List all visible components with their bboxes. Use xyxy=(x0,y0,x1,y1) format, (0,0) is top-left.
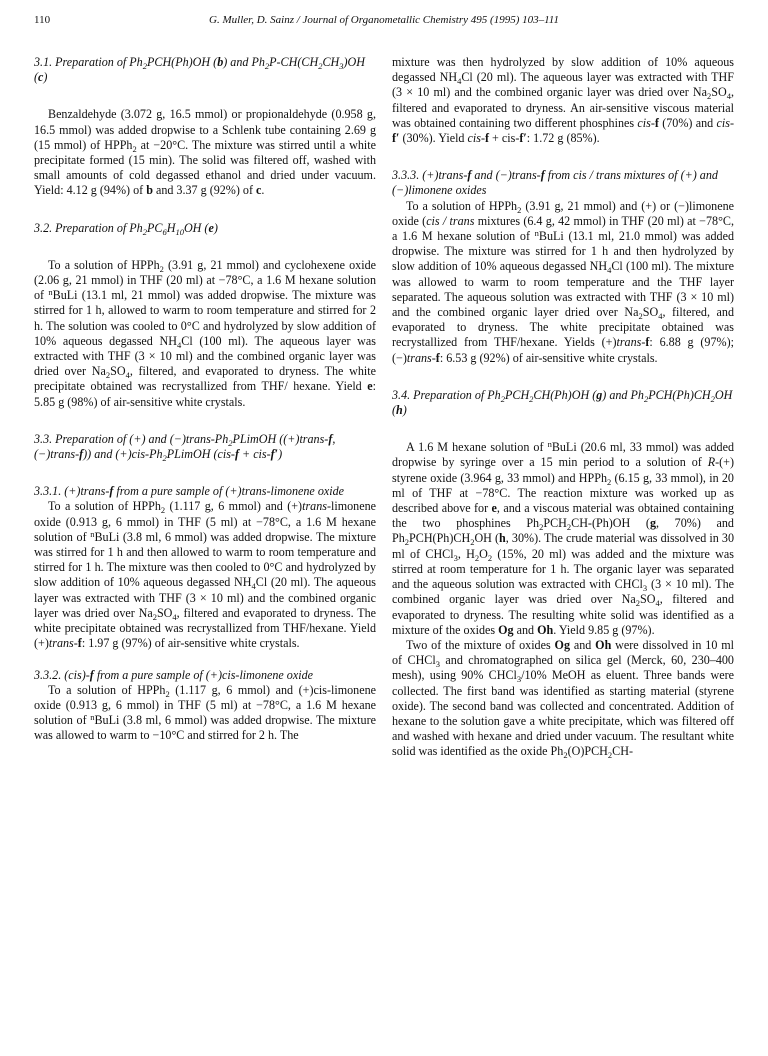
section-3-1-body: Benzaldehyde (3.072 g, 16.5 mmol) or propionaldehyde (0.958 g, 16.5 mmol) was added dropwise to a Schlenk tube containing 2.69 g (15 mmol) of HPPh$_2$ at −20°C. The mixture was stirred until a white precipitate formed (15 min). The solid was filtered off, washed with small amounts of cold degassed ethanol and dried under vacuum. Yield: 4.12 g (94%) of b and 3.37 g (92%) of c. xyxy=(34,107,377,198)
section-3-1-heading: 3.1. Preparation of $Ph_2PCH(Ph)OH$ (b) and $Ph_2P-CH(CH_2CH_3)OH$ (c) xyxy=(34,55,365,85)
section-3-3-2-body: To a solution of HPPh$_2$ (1.117 g, 6 mmol) and (+)cis-limonene oxide (0.913 g, 6 mmol) in THF (5 ml) at −78°C, a 1.6 M hexane solution of $^n$BuLi (3.8 ml, 6 mmol) was added dropwise. The mixture was allowed to warm to −10°C and stirred for 2 h. The xyxy=(34,682,376,743)
section-3-3-3-body: To a solution of HPPh$_2$ (3.91 g, 21 mmol) and (+) or (−)limonene oxide (cis / trans mixtures (6.4 g, 42 mmol) in THF (20 ml) at −78°C, a 1.6 M hexane solution of $^n$BuLi (13.1 ml, 21.0 mmol) was added dropwise. The mixture was stirred for 1 h and then hydrolyzed by slow addition of 10% aqueous degassed $NH_4Cl$ (100 ml). The mixture was allowed to warm to room temperature and the THF layer separated. The aqueous solution was extracted with THF (3 × 10 ml) and the combined organic layer dried over $Na_2SO_4$, filtered, and evaporated to dryness. The white precipitate obtained was recrystallized from THF/hexane. Yields (+)trans-f: 6.88 g (97%); (−)trans-f: 6.53 g (92%) of air-sensitive white crystals. xyxy=(392,198,735,365)
right-column xyxy=(392,55,734,760)
page-number: 110 xyxy=(34,14,51,26)
section-3-2-heading: 3.2. Preparation of $Ph_2PC_6H_{10}OH$ (e) xyxy=(34,220,218,237)
running-head: G. Muller, D. Sainz / Journal of Organometallic Chemistry 495 (1995) 103–111 xyxy=(209,14,559,26)
section-3-4-heading: 3.4. Preparation of $Ph_2PCH_2CH(Ph)OH$ (g) and $Ph_2PCH(Ph)CH_2OH$ (h) xyxy=(392,387,733,418)
section-3-3-2-heading: 3.3.2. (cis)-f from a pure sample of (+)cis-limonene oxide xyxy=(34,667,313,682)
page-header xyxy=(34,14,734,32)
section-3-2-body: To a solution of HPPh$_2$ (3.91 g, 21 mmol) and cyclohexene oxide (2.06 g, 21 mmol) in THF (20 ml) at −78°C, a 1.6 M hexane solution of $^n$BuLi (13.1 ml, 21 mmol) was added dropwise. The mixture was stirred for 1 h, allowed to warm to room temperature and stirred for 2 h. The solution was cooled to 0°C and hydrolyzed by slow addition of 10% aqueous degassed $NH_4Cl$ (100 ml). The aqueous layer was extracted with THF (3 × 10 ml) and the combined organic layer was dried over $Na_2SO_4$, filtered, and evaporated to dryness. The white precipitate obtained was recrystallized from THF/ hexane. Yield e: 5.85 g (98%) of air-sensitive white crystals. xyxy=(34,257,376,409)
section-3-3-3-heading: 3.3.3. (+)trans-f and (−)trans-f from cis / trans mixtures of (+) and (−)limonene oxides xyxy=(392,168,718,198)
section-3-3-1-body: To a solution of HPPh$_2$ (1.117 g, 6 mmol) and (+)trans-limonene oxide (0.913 g, 6 mmol) in THF (5 ml) at −78°C, a 1.6 M hexane solution of $^n$BuLi (3.8 ml, 6 mmol) was added dropwise. The mixture was stirred for 1 h and then allowed to warm to room temperature and stirred for 1 h. The mixture was then cooled to 0°C and hydrolyzed by slow addition of 10% aqueous degassed $NH_4Cl$ (20 ml). The aqueous layer was extracted with THF (3 × 10 ml) and the combined organic layer was dried over $Na_2SO_4$, filtered and evaporated to dryness. The white precipitate obtained was recrystallized from THF/hexane. Yield (+)trans-f: 1.97 g (97%) of air-sensitive white crystals. xyxy=(34,499,377,651)
section-3-3-heading: 3.3. Preparation of (+) and $(-)trans-Ph_2PLimOH$ ((+)trans-f, (−)trans-f)) and $(+)cis-Ph_2PLimOH$ (cis-f + cis-f′) xyxy=(34,431,336,464)
section-3-4-body-2: Two of the mixture of oxides Og and Oh were dissolved in 10 ml of CHCl$_3$ and chromatographed on silica gel (Merck, 60, 230–400 mesh), using 90% CHCl$_3$/10% MeOH as eluent. Three bands were collected. The first band was identified as starting material (styrene oxide). The second band was collected and concentrated. Addition of hexane to the solution gave a white precipitate, which was filtered off and washed with hexane and dried under vacuum. The resultant white solid was identified as the oxide $Ph_2(O)PCH_2CH-$ xyxy=(392,637,735,761)
left-column xyxy=(34,55,376,744)
section-3-3-2-body-cont: mixture was then hydrolyzed by slow addition of 10% aqueous degassed $NH_4Cl$ (20 ml). The aqueous layer was extracted with THF (3 × 10 ml) and the combined organic layer was dried over $Na_2SO_4$, filtered and evaporated to dryness. An air-sensitive viscous material was obtained containing two different phosphines cis-f (70%) and cis-f′ (30%). Yield cis-f + cis-f′: 1.72 g (85%). xyxy=(392,55,734,146)
section-3-4-body-1: A 1.6 M hexane solution of $^n$BuLi (20.6 ml, 33 mmol) was added dropwise by syringe over a 15 min period to a solution of R-(+) styrene oxide (3.964 g, 33 mmol) and HPPh$_2$ (6.15 g, 33 mmol), in 20 ml of THF at −78°C. The reaction mixture was worked up as described above for e, and a viscous material was obtained containing the two phosphines $Ph_2PCH_2CH-(Ph)OH$ (g, 70%) and $Ph_2PCH(Ph)CH_2OH$ (h, 30%). The crude material was dissolved in 30 ml of CHCl$_3$, $H_2O_2$ (15%, 20 ml) was added and the mixture was stirred at room temperature for 1 h. The organic layer was separated and the aqueous solution was extracted with CHCl$_3$ (3 × 10 ml). The combined organic layer was dried over $Na_2SO_4$, filtered and evaporated to dryness. The resulting white solid was identified as a mixture of the oxides Og and Oh. Yield 9.85 g (97%). xyxy=(392,439,735,637)
section-3-3-1-heading: 3.3.1. (+)trans-f from a pure sample of (+)trans-limonene oxide xyxy=(34,484,345,499)
